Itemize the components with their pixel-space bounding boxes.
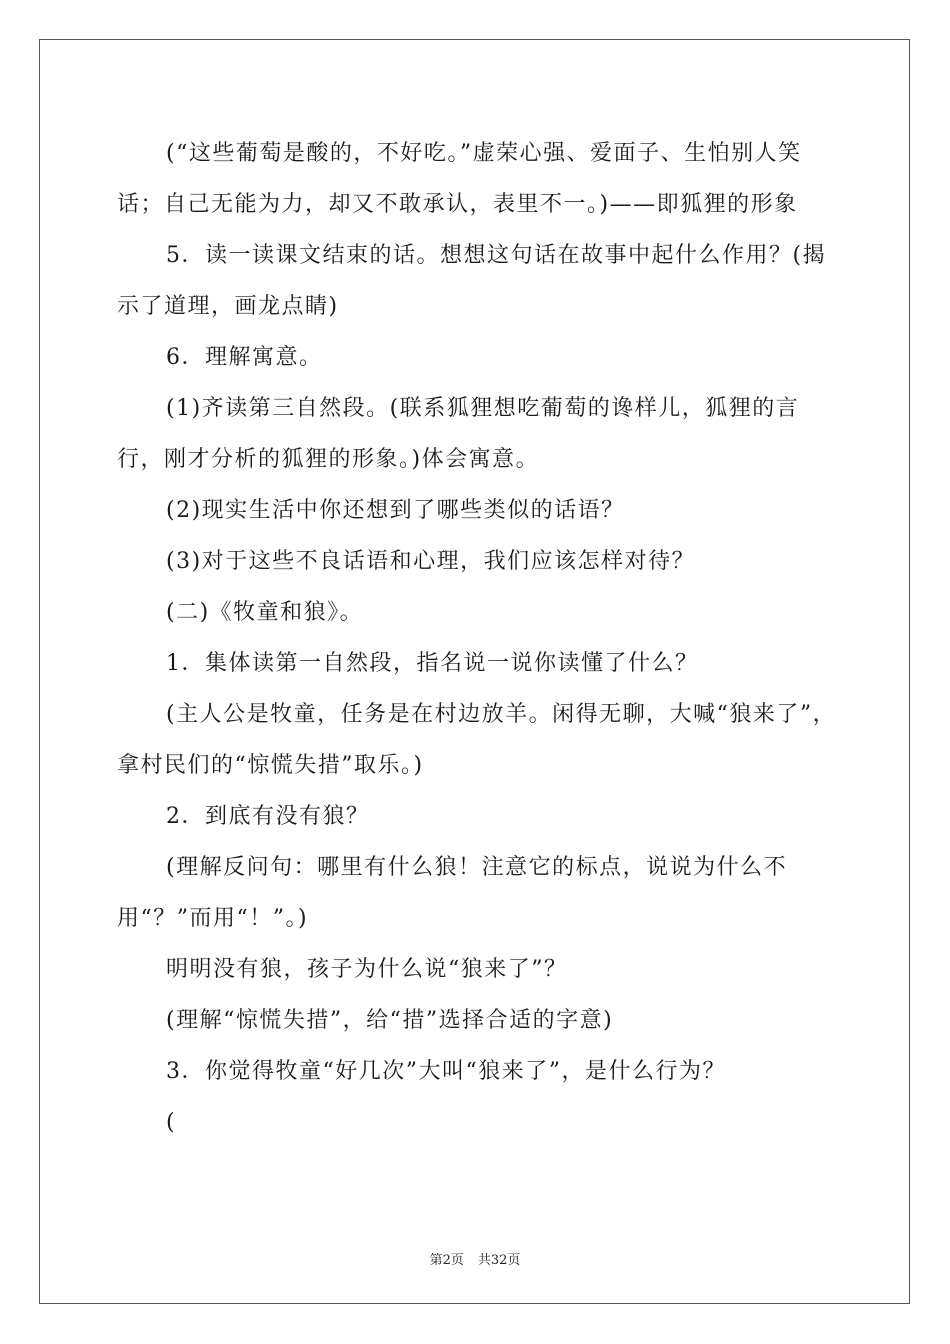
paragraph: (	[166, 1110, 177, 1135]
paragraph: (主人公是牧童，任务是在村边放羊。闲得无聊，大喊“狼来了”，拿村民们的“惊慌失措”取乐。)	[117, 702, 837, 778]
page-number: 第2页	[429, 1253, 464, 1268]
document-body	[117, 128, 837, 1148]
paragraph: 3．你觉得牧童“好几次”大叫“狼来了”，是什么行为？	[166, 1059, 726, 1084]
paragraph: (3)对于这些不良话语和心理，我们应该怎样对待？	[166, 549, 696, 574]
paragraph: (2)现实生活中你还想到了哪些类似的话语？	[166, 498, 625, 523]
paragraph: (理解反问句：哪里有什么狼！注意它的标点，说说为什么不用“？”而用“！”。)	[117, 855, 788, 931]
page-total: 共32页	[477, 1253, 521, 1268]
paragraph: (1)齐读第三自然段。(联系狐狸想吃葡萄的谗样儿，狐狸的言行，刚才分析的狐狸的形象。)体会寓意。	[117, 396, 800, 472]
paragraph: (二)《牧童和狼》。	[166, 600, 364, 625]
paragraph: (“这些葡萄是酸的，不好吃。”虚荣心强、爱面子、生怕别人笑话；自己无能为力，却又不敢承认，表里不一。)——即狐狸的形象	[117, 141, 802, 217]
paragraph: 5．读一读课文结束的话。想想这句话在故事中起什么作用？(揭示了道理，画龙点睛)	[117, 243, 827, 319]
paragraph: 6．理解寓意。	[166, 345, 323, 370]
paragraph: (理解“惊慌失措”，给“措”选择合适的字意)	[166, 1008, 614, 1033]
paragraph: 2．到底有没有狼？	[166, 804, 370, 829]
paragraph: 明明没有狼，孩子为什么说“狼来了”？	[166, 957, 568, 982]
paragraph: 1．集体读第一自然段，指名说一说你读懂了什么？	[166, 651, 699, 676]
page-footer	[0, 1249, 950, 1268]
